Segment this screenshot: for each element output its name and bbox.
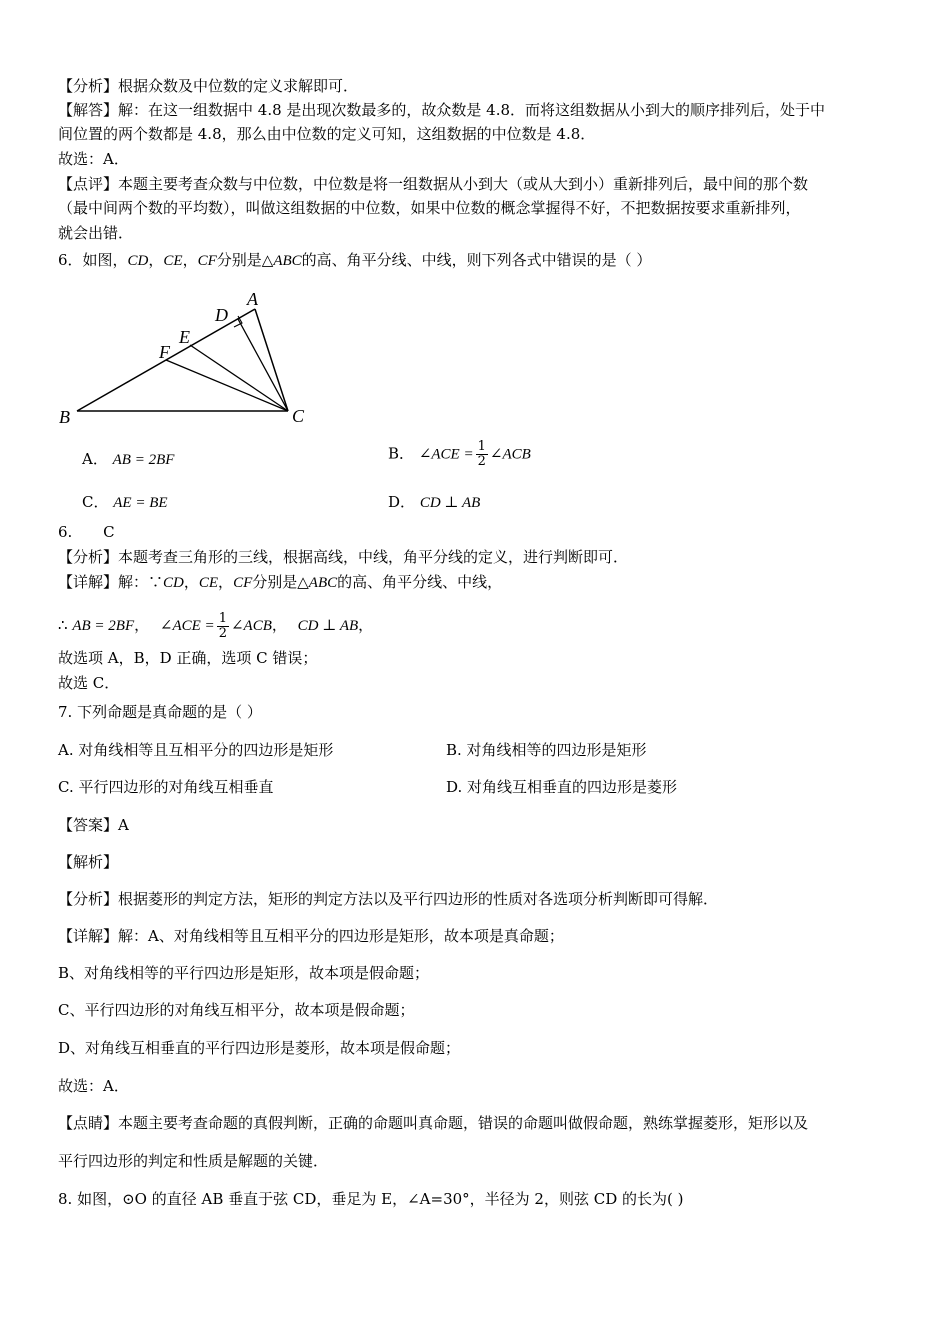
q6-analysis: 【分析】本题考查三角形的三线，根据高线，中线，角平分线的定义，进行判断即可．: [58, 548, 629, 566]
q7-option-d: D. 对角线互相垂直的四边形是菱形: [446, 778, 678, 796]
q6-comma-1: ，: [134, 616, 150, 634]
fig-label-f: F: [159, 342, 170, 362]
q7-option-b: B. 对角线相等的四边形是矩形: [446, 741, 647, 759]
q6-option-b-left: ∠ACE =: [418, 446, 474, 463]
q5-comment-line1: 【点评】本题主要考查众数与中位数，中位数是将一组数据从小到大（或从大到小）重新排列后，最中间的那个数: [58, 175, 809, 193]
fig-label-b: B: [59, 407, 70, 427]
q6-seg-cf: CF: [197, 253, 217, 269]
fig-label-d: D: [215, 305, 228, 325]
q6-conclusion-2-right: ∠ACB: [230, 618, 272, 634]
q6-detail-cf: CF: [233, 575, 253, 591]
q6-seg-ce: CE: [163, 253, 183, 269]
q6-option-d-letter: D．: [388, 493, 416, 511]
q6-detail-prefix: 【详解】解：∵: [58, 573, 164, 591]
q7-comment-line1: 【点睛】本题主要考查命题的真假判断，正确的命题叫真命题，错误的命题叫做假命题，熟练掌握菱形，矩形以及: [58, 1114, 809, 1132]
q6-stem: 6．如图，CD，CE，CF分别是△ABC的高、角平分线、中线，则下列各式中错误的是（ ）: [58, 251, 652, 269]
q6-detail-mid: 分别是△: [252, 573, 309, 591]
q6-stem-prefix: 6．如图，: [58, 251, 128, 269]
q6-option-a-letter: A．: [82, 450, 108, 468]
q6-triangle-figure: [55, 285, 325, 430]
q6-result: 故选项 A，B，D 正确，选项 C 错误；: [58, 649, 318, 667]
q7-option-c: C. 平行四边形的对角线互相垂直: [58, 778, 274, 796]
q6-option-c-expr: AE = BE: [113, 495, 168, 511]
q7-detail-a: 【详解】解：A、对角线相等且互相平分的四边形是矩形，故本项是真命题；: [58, 927, 564, 945]
q6-detail: 【详解】解：∵CD，CE，CF分别是△ABC的高、角平分线、中线，: [58, 573, 503, 591]
q6-conclusion-2-den: 2: [218, 625, 227, 641]
q6-stem-mid: 分别是△: [216, 251, 274, 269]
q6-detail-tri: ABC: [308, 575, 338, 591]
q7-answer: 【答案】A: [58, 816, 129, 834]
q7-choice: 故选：A．: [58, 1077, 129, 1095]
q5-answer-line1: 【解答】解：在这一组数据中 4.8 是出现次数最多的，故众数是 4.8．而将这组数据从小到大的顺序排列后，处于中: [58, 101, 826, 119]
q6-conclusion-2-num: 1: [218, 610, 227, 626]
q6-option-b-letter: B．: [388, 444, 415, 463]
q7-detail-c: C、平行四边形的对角线互相平分，故本项是假命题；: [58, 1001, 415, 1019]
q6-option-b-right: ∠ACB: [489, 446, 531, 463]
q6-option-b-num: 1: [477, 439, 486, 454]
q7-detail-b: B、对角线相等的平行四边形是矩形，故本项是假命题；: [58, 964, 430, 982]
q8-stem: 8. 如图，⊙O 的直径 AB 垂直于弦 CD，垂足为 E，∠A=30°，半径为 2，则弦 CD 的长为( ): [58, 1190, 684, 1208]
q6-conclusion-2-fraction: [217, 612, 229, 641]
q6-answer-num: 6.: [58, 523, 73, 541]
fig-label-e: E: [179, 327, 190, 347]
q6-detail-suffix: 的高、角平分线、中线，: [337, 573, 503, 591]
q6-choice: 故选 C．: [58, 674, 120, 692]
q6-conclusions: [58, 608, 373, 643]
q6-conclusion-2-left: ∠ACE =: [159, 618, 215, 634]
q6-option-c-letter: C．: [82, 493, 109, 511]
q6-seg-cd: CD: [127, 253, 149, 269]
q6-option-c: [82, 492, 168, 513]
q6-tri: ABC: [273, 253, 302, 269]
q7-analysis: 【分析】根据菱形的判定方法，矩形的判定方法以及平行四边形的性质对各选项分析判断即可得解．: [58, 890, 719, 908]
q6-comma-2: ，: [271, 616, 287, 634]
q6-option-b-den: 2: [477, 454, 486, 469]
q6-option-d: [388, 492, 480, 513]
q7-option-a: A. 对角线相等且互相平分的四边形是矩形: [58, 741, 334, 759]
q5-comment-line2: （最中间两个数的平均数），叫做这组数据的中位数，如果中位数的概念掌握得不好，不把数据按要求重新排列，: [58, 199, 801, 217]
q6-option-b-fraction: [476, 440, 488, 469]
q6-conclusion-3: CD ⊥ AB: [297, 618, 359, 634]
q7-comment-line2: 平行四边形的判定和性质是解题的关键．: [58, 1152, 329, 1170]
q6-option-a: [82, 449, 174, 470]
q6-detail-ce: CE: [198, 575, 219, 591]
q5-answer-line2: 间位置的两个数都是 4.8，那么由中位数的定义可知，这组数据的中位数是 4.8．: [58, 125, 596, 143]
q6-stem-suffix: 的高、角平分线、中线，则下列各式中错误的是（ ）: [301, 251, 652, 269]
q7-detail-d: D、对角线互相垂直的平行四边形是菱形，故本项是假命题；: [58, 1039, 461, 1057]
q7-jiexi: 【解析】: [58, 853, 119, 871]
fig-label-c: C: [292, 406, 305, 426]
q7-stem: 7. 下列命题是真命题的是（ ）: [58, 703, 262, 721]
q6-option-d-expr: CD ⊥ AB: [419, 495, 481, 511]
q6-answer-value: C: [103, 523, 115, 541]
q6-detail-cd: CD: [163, 575, 184, 591]
q6-option-a-expr: AB = 2BF: [112, 452, 175, 468]
q5-choice: 故选：A．: [58, 150, 129, 168]
q5-analysis: 【分析】根据众数及中位数的定义求解即可．: [58, 77, 359, 95]
q5-comment-line3: 就会出错．: [58, 224, 134, 242]
q6-comma-3: ，: [358, 616, 374, 634]
fig-label-a: A: [247, 289, 258, 309]
q6-conclusion-1: AB = 2BF: [72, 618, 135, 634]
q6-answer: [58, 522, 115, 542]
q6-therefore: ∴: [58, 616, 68, 634]
q6-option-b: [388, 440, 531, 469]
